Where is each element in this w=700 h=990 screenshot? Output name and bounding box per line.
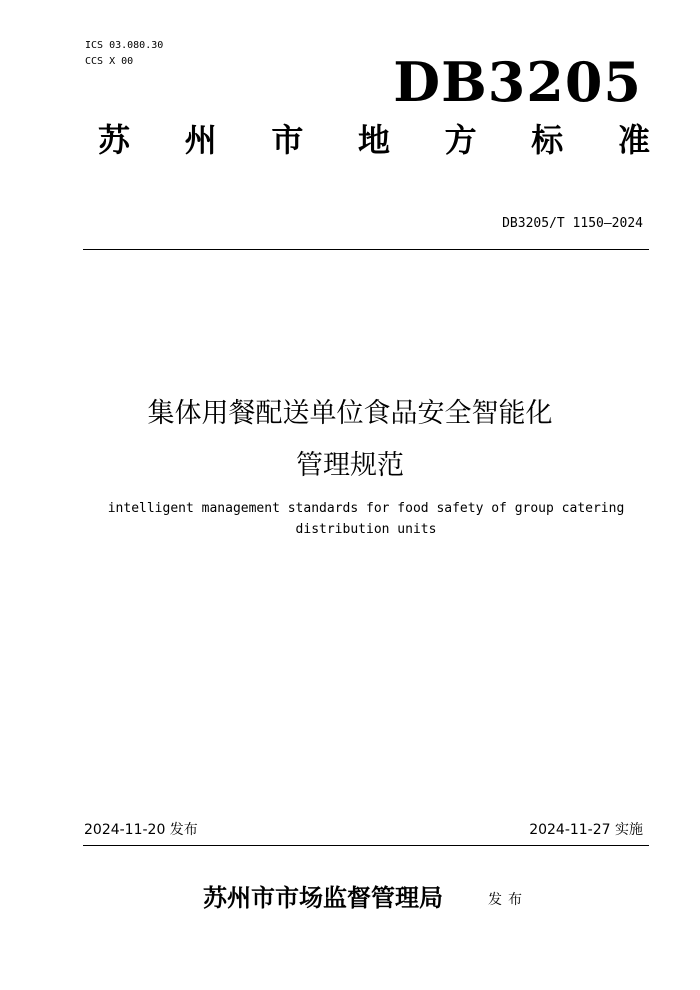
- ccs-code: CCS X 00: [85, 56, 134, 67]
- classification-codes: [85, 38, 163, 70]
- standard-type-heading: [98, 118, 650, 162]
- document-title-line-1: 集体用餐配送单位食品安全智能化: [147, 398, 553, 429]
- standard-type-char: 方: [444, 121, 477, 159]
- bottom-divider: [83, 845, 649, 846]
- standard-number: DB3205/T 1150—2024: [502, 216, 643, 231]
- english-title: [0, 498, 700, 540]
- issue-label: 发布: [488, 892, 528, 908]
- standard-type-char: 标: [531, 121, 564, 159]
- db-code: DB3205: [393, 50, 642, 114]
- top-divider: [83, 249, 649, 250]
- publish-date: 2024-11-20 发布: [84, 822, 198, 838]
- standard-type-char: 市: [271, 121, 304, 159]
- standard-type-char: 州: [184, 121, 217, 159]
- document-title-line-2: 管理规范: [296, 450, 404, 481]
- standard-type-char: 苏: [98, 121, 131, 159]
- standard-type-char: 准: [617, 121, 650, 159]
- standard-type-char: 地: [357, 121, 390, 159]
- ics-code: ICS 03.080.30: [85, 40, 164, 51]
- english-title-line-1: intelligent management standards for food safety of group catering: [107, 501, 625, 516]
- issuing-authority: 苏州市市场监督管理局: [203, 883, 443, 912]
- english-title-line-2: distribution units: [295, 522, 437, 537]
- implement-date: 2024-11-27 实施: [529, 822, 643, 838]
